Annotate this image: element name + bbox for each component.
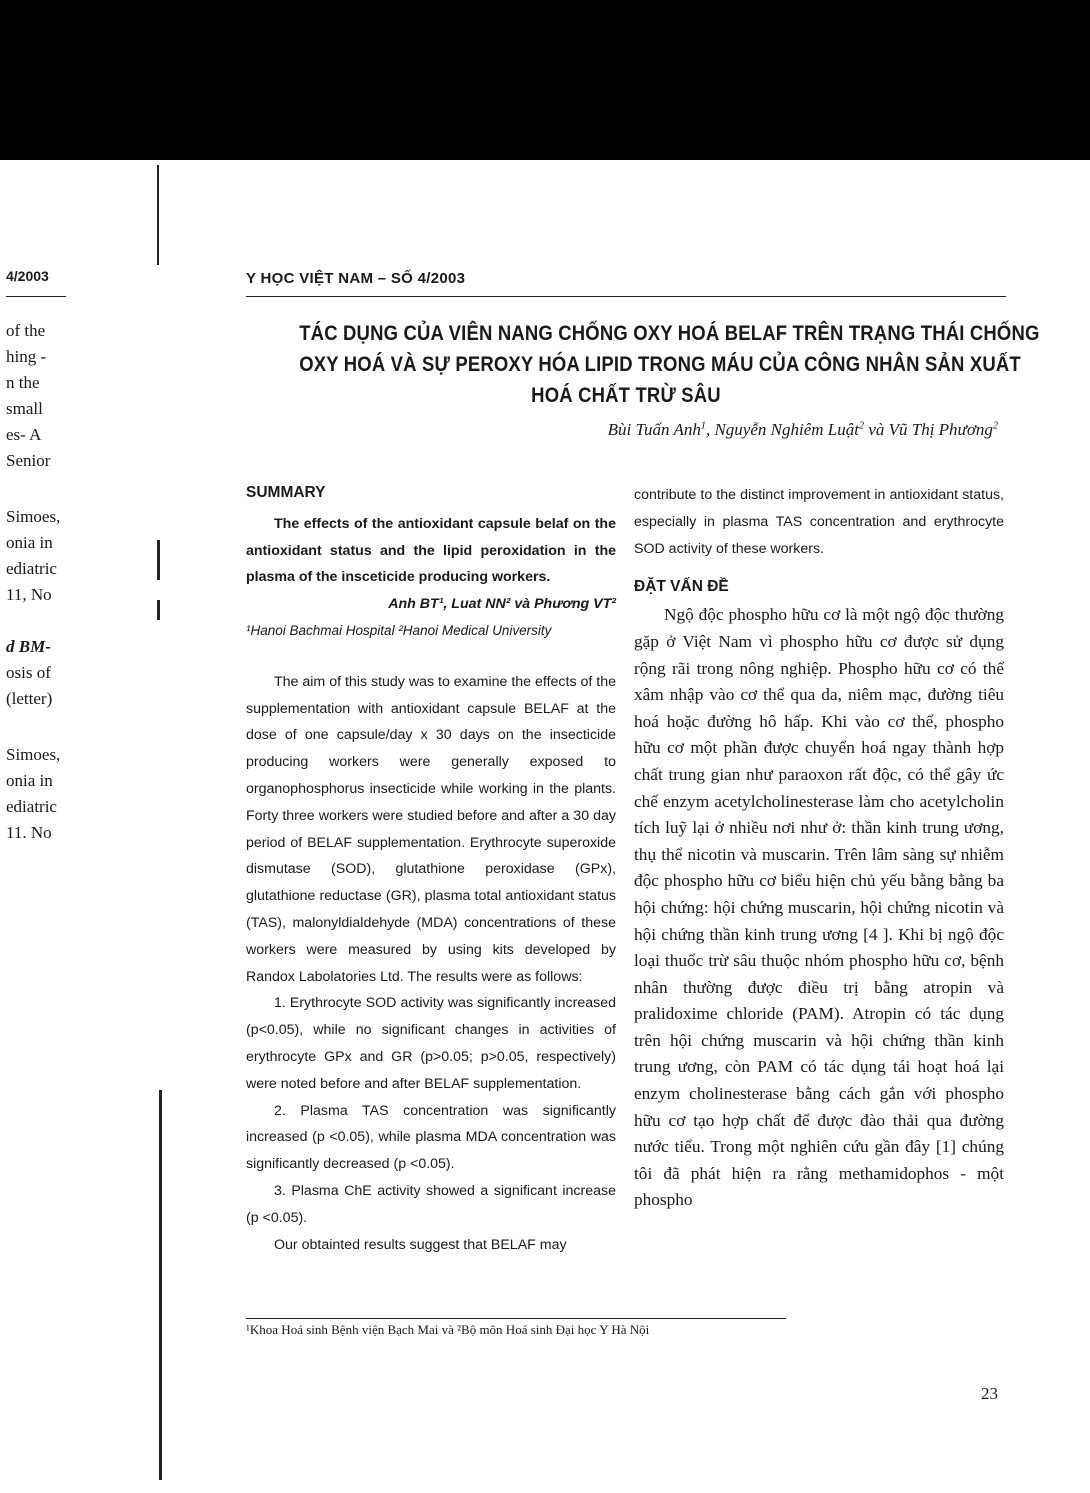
scan-top-bar bbox=[0, 0, 1090, 160]
previous-page-fragment: osis of bbox=[6, 663, 51, 682]
previous-page-fragment: Simoes, bbox=[6, 507, 61, 526]
section-body: Ngộ độc phospho hữu cơ là một ngộ độc thường gặp ở Việt Nam vì phospho hữu cơ được sử dụng rộng rãi trong nông nghiệp. Phospho hữu cơ có thể xâm nhập vào cơ thể qua da, niêm mạc, đường tiêu hoá hoặc đường hô hấp. Khi vào cơ thể, phospho hữu cơ một phần được chuyển hoá ngay thành hợp chất trung gian như paraoxon rất độc, có thể gây ức chế enzym acetylcholinesterase làm cho acetylcholin tích luỹ lại ở nhiều nơi như ở: thần kinh trung ương, thụ thể nicotin và muscarin. Trên lâm sàng sự nhiễm độc phospho hữu cơ biểu hiện chủ yếu bằng bằng ba hội chứng: hội chứng muscarin, hội chứng nicotin và hội chứng thần kinh trung ương [4 ]. Khi bị ngộ độc loại thuốc trừ sâu thuộc nhóm phospho hữu cơ, bệnh nhân thường được điều trị bằng atropin và pralidoxime chloride (PAM). Atropin có tác dụng trên hội chứng muscarin và hội chứng thần kinh trung ương, còn PAM có tác dụng tái hoạt hoá lại enzym cholinesterase bằng cách gắn với phospho hữu cơ tạo hợp chất để được đào thải qua đường nước tiểu. Trong một nghiên cứu gần đây [1] chúng tôi đã phát hiện ra rằng methamidophos - một phospho bbox=[634, 605, 1004, 1210]
author-and: và bbox=[868, 420, 885, 439]
gutter-line-mark-2 bbox=[157, 600, 160, 620]
section-heading: ĐẶT VẤN ĐỀ bbox=[634, 578, 729, 596]
author-1: Bùi Tuấn Anh bbox=[607, 420, 701, 439]
previous-page-margin bbox=[0, 0, 128, 1493]
summary-affiliations: ¹Hanoi Bachmai Hospital ²Hanoi Medical University bbox=[246, 622, 552, 638]
title-line-1: TÁC DỤNG CỦA VIÊN NANG CHỐNG OXY HOÁ BELAF TRÊN TRẠNG THÁI CHỐNG bbox=[299, 321, 1040, 345]
summary-heading: SUMMARY bbox=[246, 484, 326, 501]
running-header: Y HỌC VIỆT NAM – SỐ 4/2003 bbox=[246, 270, 466, 287]
gutter-line-left bbox=[157, 165, 159, 265]
summary-authors: Anh BT¹, Luat NN² và Phương VT² bbox=[388, 596, 616, 613]
gutter-line-mark bbox=[157, 540, 160, 580]
author-3: Vũ Thị Phương bbox=[888, 420, 993, 439]
footnote: ¹Khoa Hoá sinh Bệnh viện Bạch Mai và ²Bộ môn Hoá sinh Đại học Y Hà Nội bbox=[246, 1322, 650, 1337]
previous-page-fragment: onia in bbox=[6, 771, 53, 790]
result-item-2: 2. Plasma TAS concentration was significantly increased (p <0.05), while plasma MDA concentration was significantly decreased (p <0.05). bbox=[246, 1102, 616, 1173]
abstract-paragraph: The aim of this study was to examine the effects of the supplementation with antioxidant capsule BELAF at the dose of one capsule/day x 30 days on the insecticide producing workers were generally exposed to organophosphorus insecticide while working in the plants. Forty three workers were studied before and after a 30 day period of BELAF supplementation. Erythrocyte superoxide dismutase (SOD), glutathione peroxidase (GPx), glutathione reductase (GR), plasma total antioxidant status (TAS), malonyldialdehyde (MDA) concentrations of these workers were measured by using kits developed by Randox Labolatories Ltd. The results were as follows: bbox=[246, 673, 616, 985]
previous-page-fragment: n the bbox=[6, 373, 40, 392]
previous-page-fragment: es- A bbox=[6, 425, 42, 444]
previous-page-fragment: ediatric bbox=[6, 559, 57, 578]
previous-page-fragment: 11. No bbox=[6, 823, 52, 842]
article-title bbox=[299, 318, 1040, 411]
result-item-3: 3. Plasma ChE activity showed a significant increase (p <0.05). bbox=[246, 1182, 616, 1226]
summary-title: The effects of the antioxidant capsule belaf on the antioxidant status and the lipid peroxidation in the plasma of the insceticide producing workers. bbox=[246, 515, 616, 586]
gutter-line-lower bbox=[159, 1090, 162, 1480]
conclusion-start: Our obtainted results suggest that BELAF may bbox=[274, 1236, 567, 1253]
previous-page-fragment: of the bbox=[6, 321, 46, 340]
title-line-2: OXY HOÁ VÀ SỰ PEROXY HÓA LIPID TRONG MÁU CỦA CÔNG NHÂN SẢN XUẤT bbox=[299, 352, 1021, 376]
author-2: Nguyễn Nghiêm Luật bbox=[714, 420, 859, 439]
summary-continuation: contribute to the distinct improvement in antioxidant status, especially in plasma TAS concentration and erythrocyte SOD activity of these workers. bbox=[634, 487, 1004, 557]
previous-page-fragment: ediatric bbox=[6, 797, 57, 816]
page-number: 23 bbox=[981, 1384, 998, 1403]
right-column bbox=[634, 482, 1004, 1214]
title-line-3: HOÁ CHẤT TRỪ SÂU bbox=[531, 383, 721, 407]
previous-page-fragment: d BM- bbox=[6, 637, 51, 656]
footnote-rule bbox=[246, 1318, 786, 1319]
previous-page-fragment: Simoes, bbox=[6, 745, 61, 764]
previous-page-fragment: onia in bbox=[6, 533, 53, 552]
previous-page-fragment: small bbox=[6, 399, 43, 418]
summary-abstract bbox=[246, 669, 616, 1259]
previous-page-fragment: 11, No bbox=[6, 585, 52, 604]
previous-page-fragment: (letter) bbox=[6, 689, 53, 708]
header-rule bbox=[246, 296, 1006, 297]
previous-page-fragment: hing - bbox=[6, 347, 47, 366]
left-column bbox=[246, 480, 616, 1258]
previous-page-fragment: Senior bbox=[6, 451, 51, 470]
author-list: Bùi Tuấn Anh$^1$, Nguyễn Nghiêm Luật$^2$ và Vũ Thị Phương$^2$ bbox=[607, 420, 998, 439]
result-item-1: 1. Erythrocyte SOD activity was significantly increased (p<0.05), while no significant changes in activities of erythrocyte GPx and GR (p>0.05; p>0.05, respectively) were noted before and after BELAF supplementation. bbox=[246, 995, 616, 1092]
previous-page-issue: 4/2003 bbox=[6, 268, 49, 284]
previous-page-rule bbox=[6, 296, 66, 297]
